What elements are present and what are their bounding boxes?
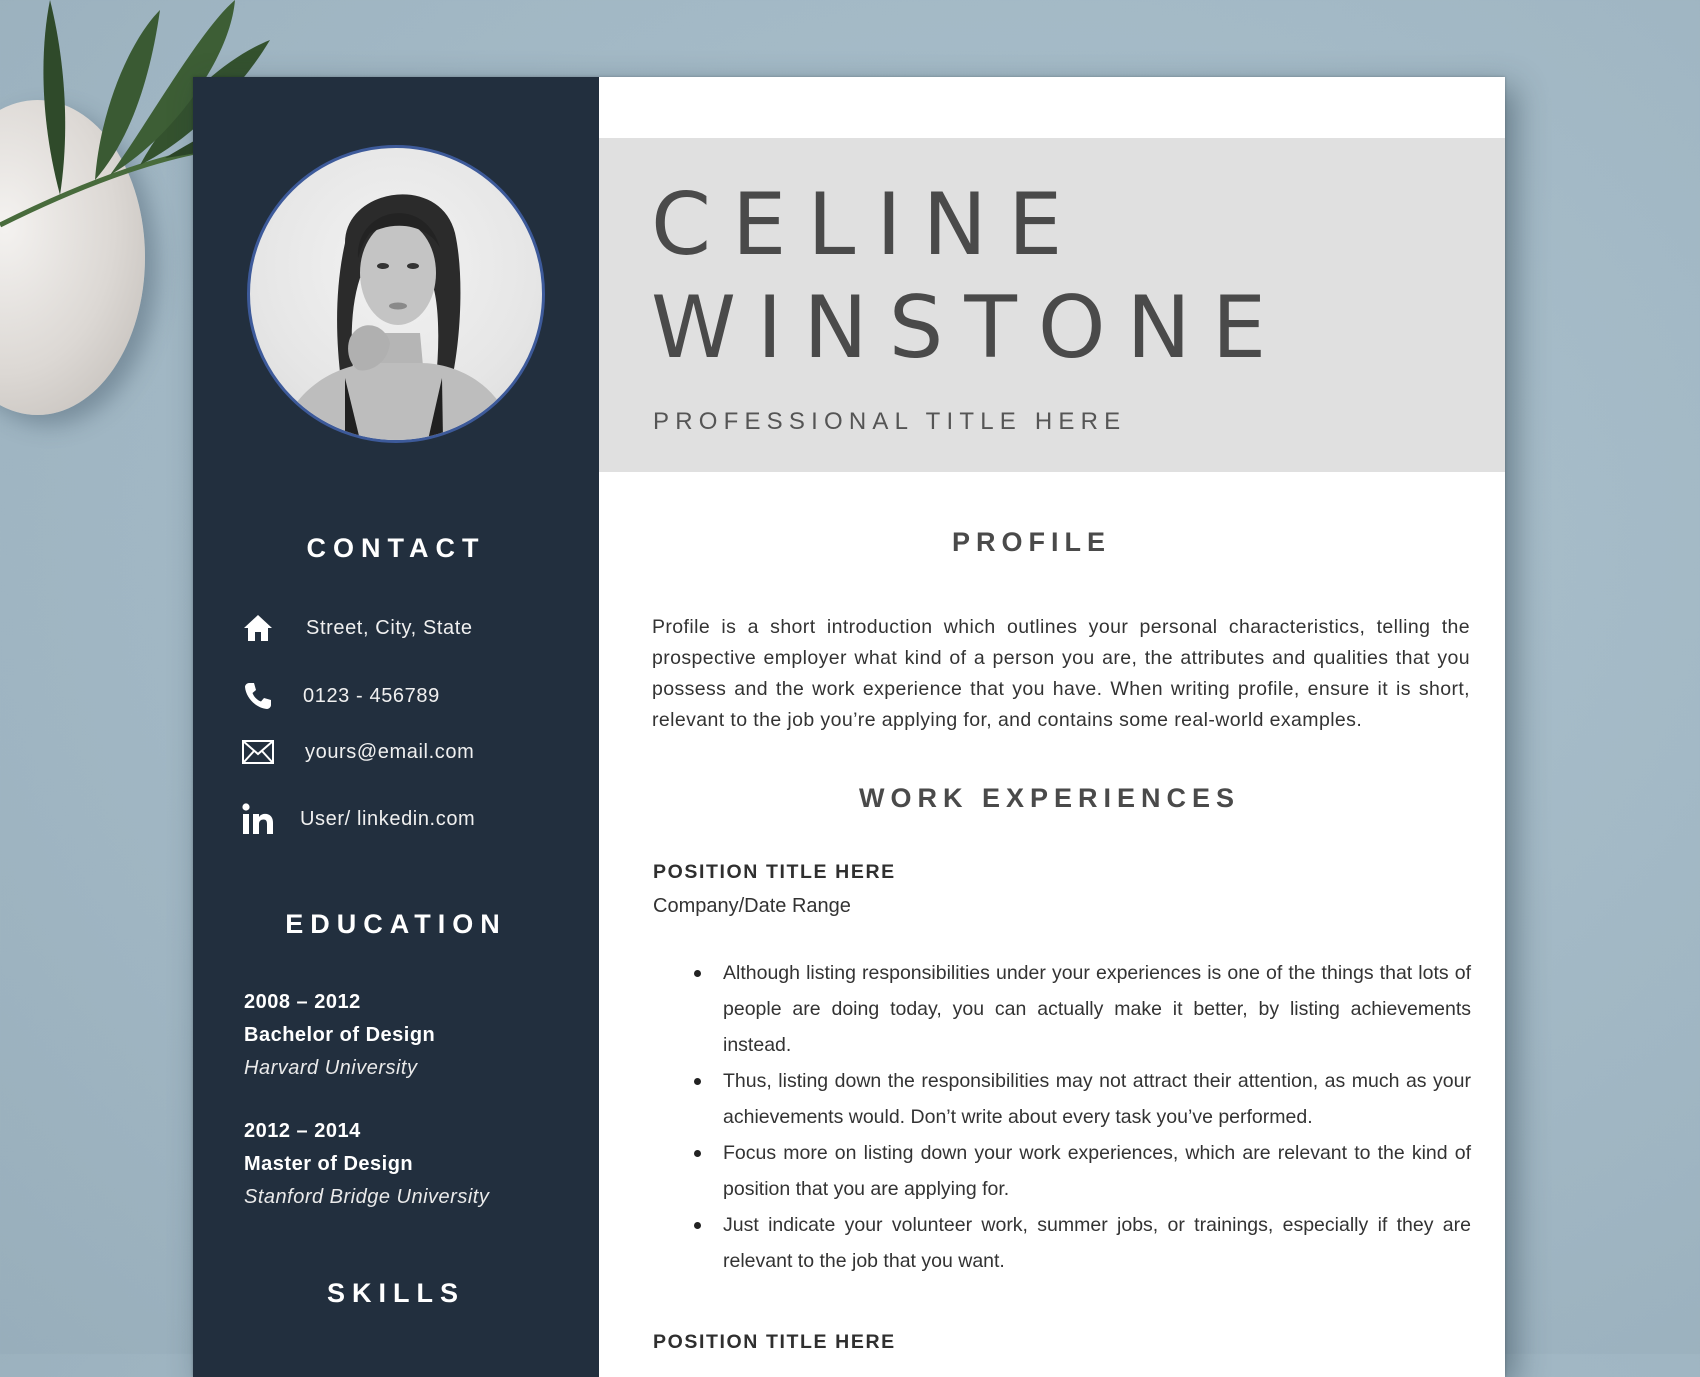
education-years: 2008 – 2012 (244, 991, 361, 1013)
email-text: yours@email.com (305, 740, 475, 763)
education-school: Stanford Bridge University (244, 1186, 490, 1208)
position-title: POSITION TITLE HERE (653, 861, 896, 883)
skills-heading: SKILLS (326, 1278, 465, 1308)
list-item: Although listing responsibilities under your experiences is one of the things that lots of people are doing today, you can actually make it better, by listing achievements instead. (653, 955, 1471, 1063)
last-name: WINSTONE (651, 278, 1288, 378)
linkedin-icon (241, 802, 275, 836)
education-school: Harvard University (244, 1057, 418, 1079)
profile-text: Profile is a short introduction which outlines your personal characteristics, telling the prospective employer what kind of a person you are, the attributes and qualities that you possess and the work experience that you have. When writing profile, ensure it is short, relevant to the job you’re applying for, and contains some real-world examples. (652, 616, 1470, 731)
education-heading: EDUCATION (285, 909, 507, 939)
education-entry-1 (244, 986, 435, 1085)
first-name: CELINE (651, 175, 1084, 275)
education-entry-2 (244, 1115, 489, 1214)
education-degree: Bachelor of Design (244, 1024, 436, 1046)
professional-title: PROFESSIONAL TITLE HERE (653, 408, 1127, 435)
contact-phone (241, 679, 440, 713)
contact-email (241, 735, 474, 769)
contact-linkedin (241, 802, 475, 836)
position-title: POSITION TITLE HERE (653, 1331, 896, 1353)
responsibility-list (653, 955, 1471, 1279)
address-text: Street, City, State (306, 616, 473, 639)
name-header-band (599, 138, 1505, 472)
contact-address (241, 611, 473, 645)
list-item: Just indicate your volunteer work, summer jobs, or trainings, especially if they are relevant to the job that you want. (653, 1207, 1471, 1279)
company-date-range: Company/Date Range (653, 895, 851, 917)
phone-text: 0123 - 456789 (303, 684, 440, 707)
phone-icon (241, 679, 275, 713)
mail-icon (241, 735, 275, 769)
list-item: Focus more on listing down your work experiences, which are relevant to the kind of position that you are applying for. (653, 1135, 1471, 1207)
resume-sidebar (193, 77, 599, 1377)
home-icon (241, 611, 275, 645)
resume-sheet (193, 77, 1505, 1377)
linkedin-text: User/ linkedin.com (300, 807, 476, 830)
work-experiences-heading: WORK EXPERIENCES (859, 783, 1241, 813)
profile-heading: PROFILE (952, 527, 1112, 557)
contact-heading: CONTACT (306, 533, 486, 563)
education-degree: Master of Design (244, 1153, 414, 1175)
education-years: 2012 – 2014 (244, 1120, 361, 1142)
profile-photo (247, 145, 545, 443)
portrait-image (250, 148, 542, 440)
list-item: Thus, listing down the responsibilities may not attract their attention, as much as your achievements would. Don’t write about every task you’ve performed. (653, 1063, 1471, 1135)
